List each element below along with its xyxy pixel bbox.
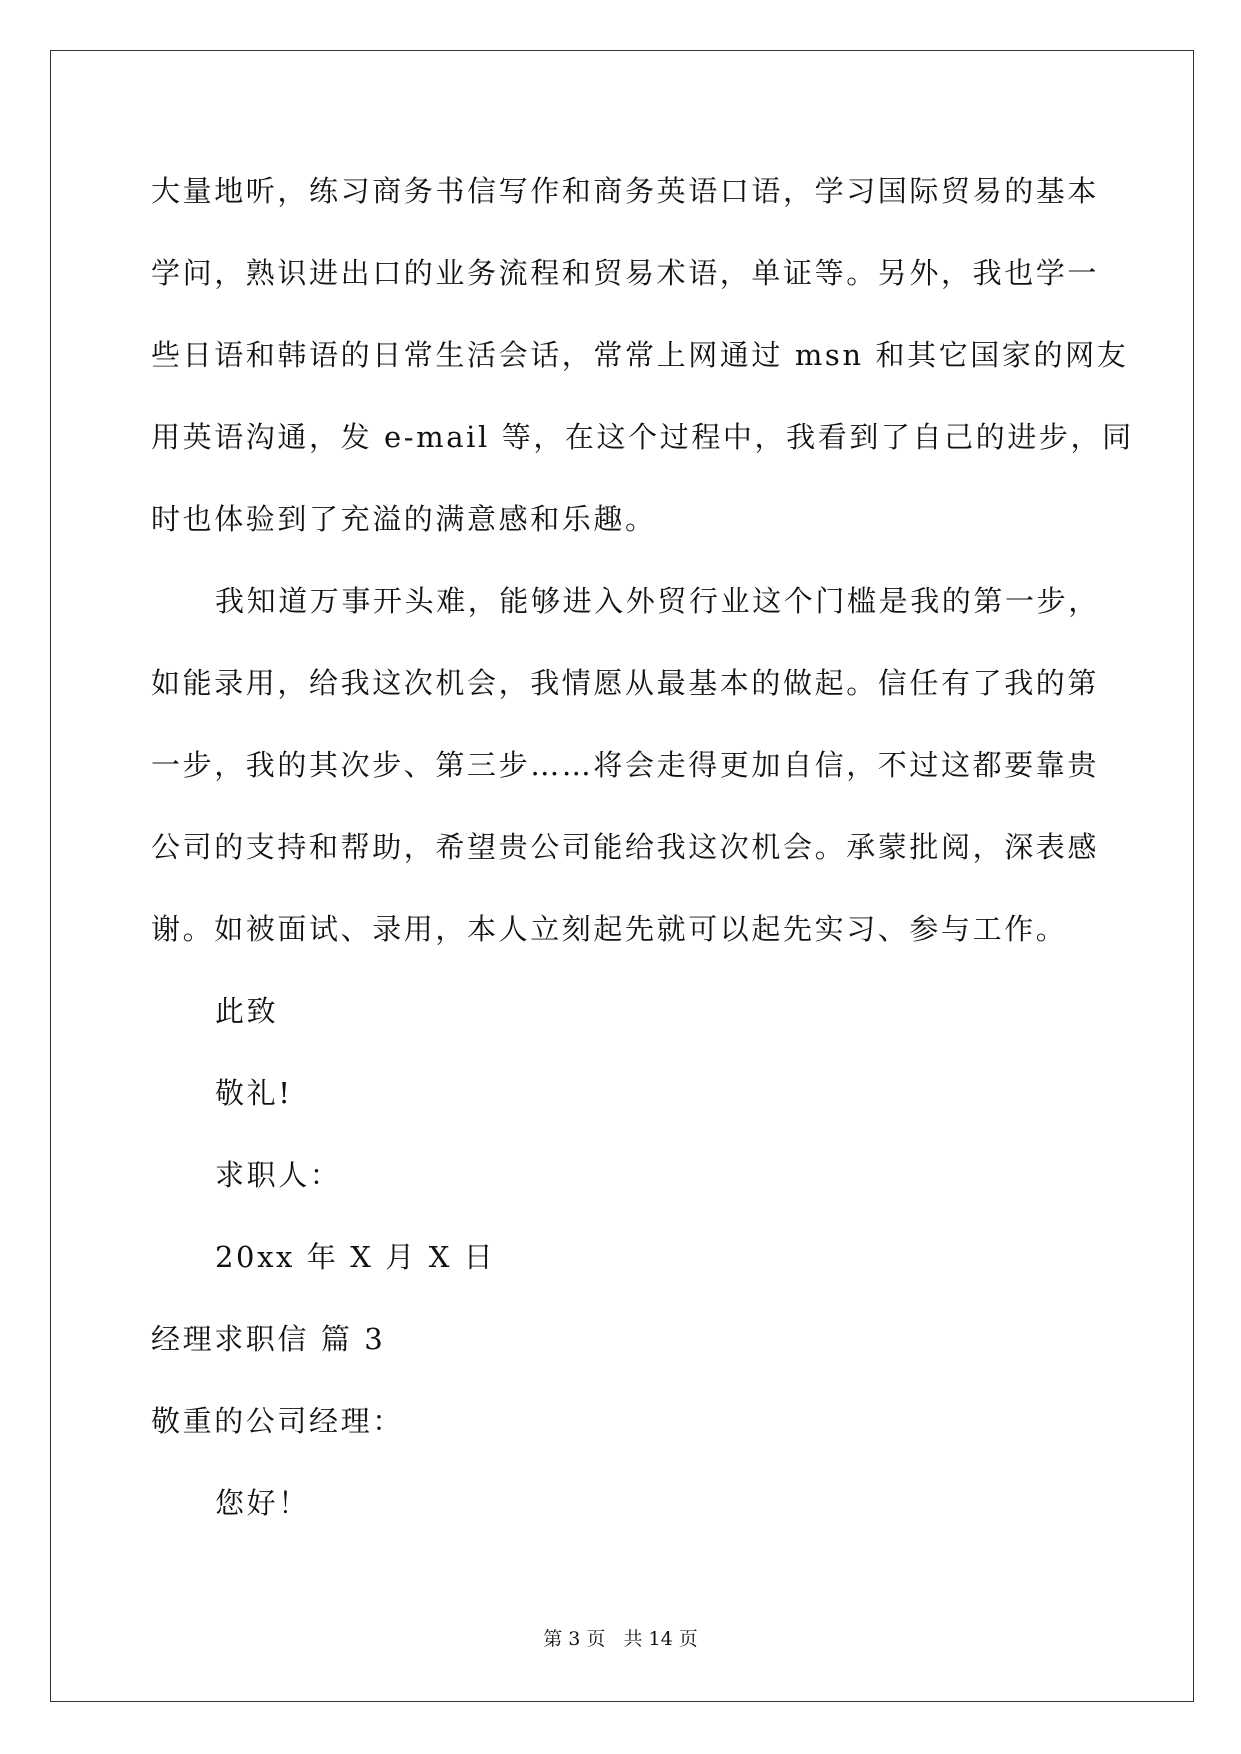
section-heading xyxy=(151,1298,1091,1380)
closing-salute xyxy=(151,970,1091,1052)
text-line: 时也体验到了充溢的满意感和乐趣。 xyxy=(151,502,657,536)
text-line: 公司的支持和帮助，希望贵公司能给我这次机会。承蒙批阅，深表感 xyxy=(151,830,1100,864)
page-number-total: 共 14 页 xyxy=(623,1628,698,1650)
closing-date xyxy=(151,1216,1091,1298)
applicant-label: 求职人： xyxy=(215,1158,342,1192)
paragraph-study xyxy=(151,150,1134,560)
salute-text: 此致 xyxy=(215,994,279,1028)
text-line: 大量地听，练习商务书信写作和商务英语口语，学习国际贸易的基本 xyxy=(151,174,1100,208)
document-body xyxy=(151,150,1134,1544)
closing-regards xyxy=(151,1052,1091,1134)
regards-text: 敬礼! xyxy=(215,1076,293,1110)
greeting xyxy=(151,1462,1091,1544)
text-line: 如能录用，给我这次机会，我情愿从最基本的做起。信任有了我的第 xyxy=(151,666,1100,700)
text-line: 用英语沟通，发 e-mail 等，在这个过程中，我看到了自己的进步，同 xyxy=(151,420,1134,454)
text-line: 谢。如被面试、录用，本人立刻起先就可以起先实习、参与工作。 xyxy=(151,912,1068,946)
text-line: 些日语和韩语的日常生活会话，常常上网通过 msn 和其它国家的网友 xyxy=(151,338,1129,372)
text-line: 一步，我的其次步、第三步……将会走得更加自信，不过这都要靠贵 xyxy=(151,748,1100,782)
section-heading-text: 经理求职信 篇 3 xyxy=(151,1322,386,1356)
greeting-text: 您好！ xyxy=(215,1486,310,1520)
paragraph-commitment xyxy=(151,560,1100,970)
page-number-current: 第 3 页 xyxy=(543,1628,606,1650)
date-text: 20xx 年 X 月 X 日 xyxy=(215,1240,496,1274)
addressee-text: 敬重的公司经理： xyxy=(151,1404,404,1438)
text-line: 我知道万事开头难，能够进入外贸行业这个门槛是我的第一步， xyxy=(215,584,1100,618)
text-line: 学问，熟识进出口的业务流程和贸易术语，单证等。另外，我也学一 xyxy=(151,256,1100,290)
closing-applicant xyxy=(151,1134,1091,1216)
addressee xyxy=(151,1380,1091,1462)
page-footer xyxy=(0,1627,1241,1651)
